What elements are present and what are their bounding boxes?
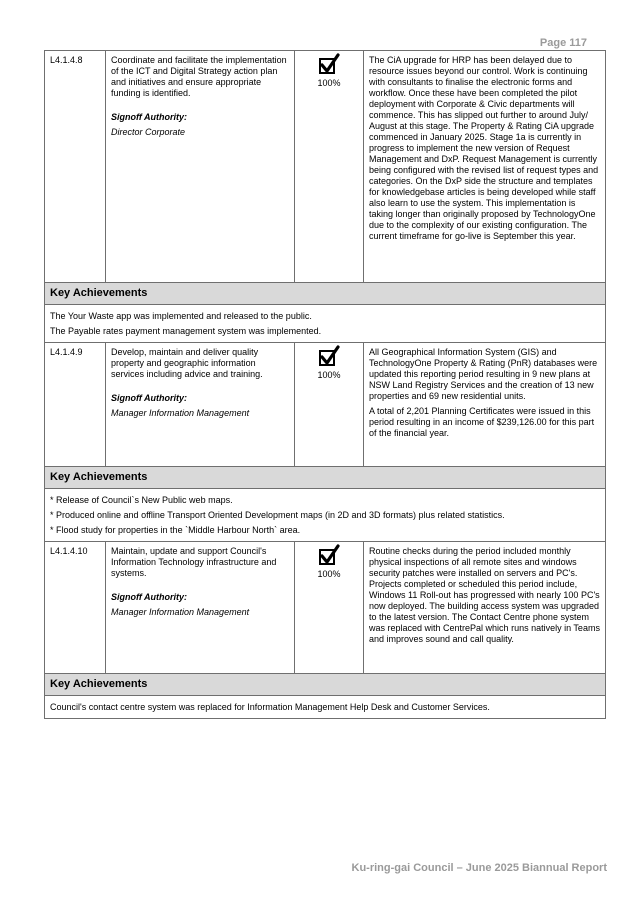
key-achievements-header (45, 467, 606, 489)
key-achievements-cell (45, 489, 606, 542)
signoff-authority: Director Corporate (111, 127, 186, 137)
key-achievements-header (45, 674, 606, 696)
key-achievements-header (45, 283, 606, 305)
checkbox-checked-icon (317, 544, 341, 568)
achievement-item: The Payable rates payment management system was implemented. (50, 326, 322, 336)
table-row (45, 343, 606, 467)
key-achievements-title: Key Achievements (45, 467, 606, 489)
key-achievements-title: Key Achievements (45, 674, 606, 696)
key-achievements-cell (45, 696, 606, 719)
key-achievements-body (45, 489, 606, 542)
comment-paragraph: A total of 2,201 Planning Certificates were issued in this period resulting in an income of $239,126.00 for this part of the financial year. (369, 406, 595, 438)
status-percent: 100% (317, 78, 341, 88)
action-description: Develop, maintain and deliver quality property and geographic information services including advice and training. (111, 347, 263, 379)
key-achievements-title: Key Achievements (45, 283, 606, 305)
comment-paragraph: Routine checks during the period included monthly physical inspections of all remote sites and windows security patches were installed on servers and PC's. Projects completed or scheduled this period include, Windows 11 Roll-out has progressed with nearly 100 PC's now deployed. The building access system was upgraded to the latest version. The Contact Centre phone system was replaced with CentrePal which runs natively in Teams and improves sound and call quality. (369, 546, 600, 644)
key-achievements-body (45, 305, 606, 343)
comment-paragraph: All Geographical Information System (GIS) and TechnologyOne Property & Rating (PnR) databases were updated this reporting period resulting in 9 new plans at NSW Land Registry Services and the creation of 13 new properties and 69 new residential units. (369, 347, 598, 401)
status-cell (295, 542, 364, 674)
comment-paragraph: The CiA upgrade for HRP has been delayed due to resource issues beyond our control. Work is continuing with consultants to finalise the electronic forms and workflow. Once these have been completed the pilot deployment with Corporate & Civic departments will commence. This has slipped out further to around July/ August at this stage. The Property & Rating CiA upgrade commenced in January 2025. Stage 1a is currently in progress to implement the new version of Request Management and DxP. Request Management is currently being configured with the revised list of request types and categories. On the DxP side the structure and templates for knowledgebase articles is being developed while staff also learn to use the system. This implementation is taking longer than originally proposed by TechnologyOne due to the complexity of our existing configuration. The current timeframe for go-live is September this year. (369, 55, 599, 241)
action-description: Maintain, update and support Council's Information Technology infrastructure and systems. (111, 546, 277, 578)
status-percent: 100% (317, 569, 341, 579)
action-description-cell (106, 542, 295, 674)
key-achievements-cell (45, 305, 606, 343)
action-code: L4.1.4.10 (45, 542, 106, 674)
report-footer: Ku-ring-gai Council – June 2025 Biannual Report (351, 862, 607, 874)
key-achievements-body (45, 696, 606, 719)
signoff-label: Signoff Authority: (111, 112, 187, 122)
signoff-authority: Manager Information Management (111, 408, 250, 418)
achievement-item: * Release of Council`s New Public web maps. (50, 495, 233, 505)
action-description: Coordinate and facilitate the implementation of the ICT and Digital Strategy action plan and initiatives and ensure appropriate funding is identified. (111, 55, 287, 98)
checkbox-checked-icon (317, 53, 341, 77)
signoff-authority: Manager Information Management (111, 607, 250, 617)
progress-comment (364, 542, 606, 674)
signoff-label: Signoff Authority: (111, 393, 187, 403)
achievement-item: Council's contact centre system was replaced for Information Management Help Desk and Customer Services. (50, 702, 490, 712)
action-code: L4.1.4.8 (45, 51, 106, 283)
action-code: L4.1.4.9 (45, 343, 106, 467)
table-row (45, 51, 606, 283)
achievement-item: * Produced online and offline Transport Oriented Development maps (in 2D and 3D formats) plus related statistics. (50, 510, 505, 520)
achievement-item: The Your Waste app was implemented and released to the public. (50, 311, 312, 321)
table-row (45, 542, 606, 674)
action-description-cell (106, 343, 295, 467)
checkbox-checked-icon (317, 345, 341, 369)
action-description-cell (106, 51, 295, 283)
signoff-label: Signoff Authority: (111, 592, 187, 602)
status-percent: 100% (317, 370, 341, 380)
status-cell (295, 343, 364, 467)
progress-comment (364, 51, 606, 283)
achievement-item: * Flood study for properties in the `Middle Harbour North` area. (50, 525, 301, 535)
progress-comment (364, 343, 606, 467)
status-cell (295, 51, 364, 283)
action-report-table (44, 50, 606, 719)
page-number: Page 117 (539, 37, 587, 49)
